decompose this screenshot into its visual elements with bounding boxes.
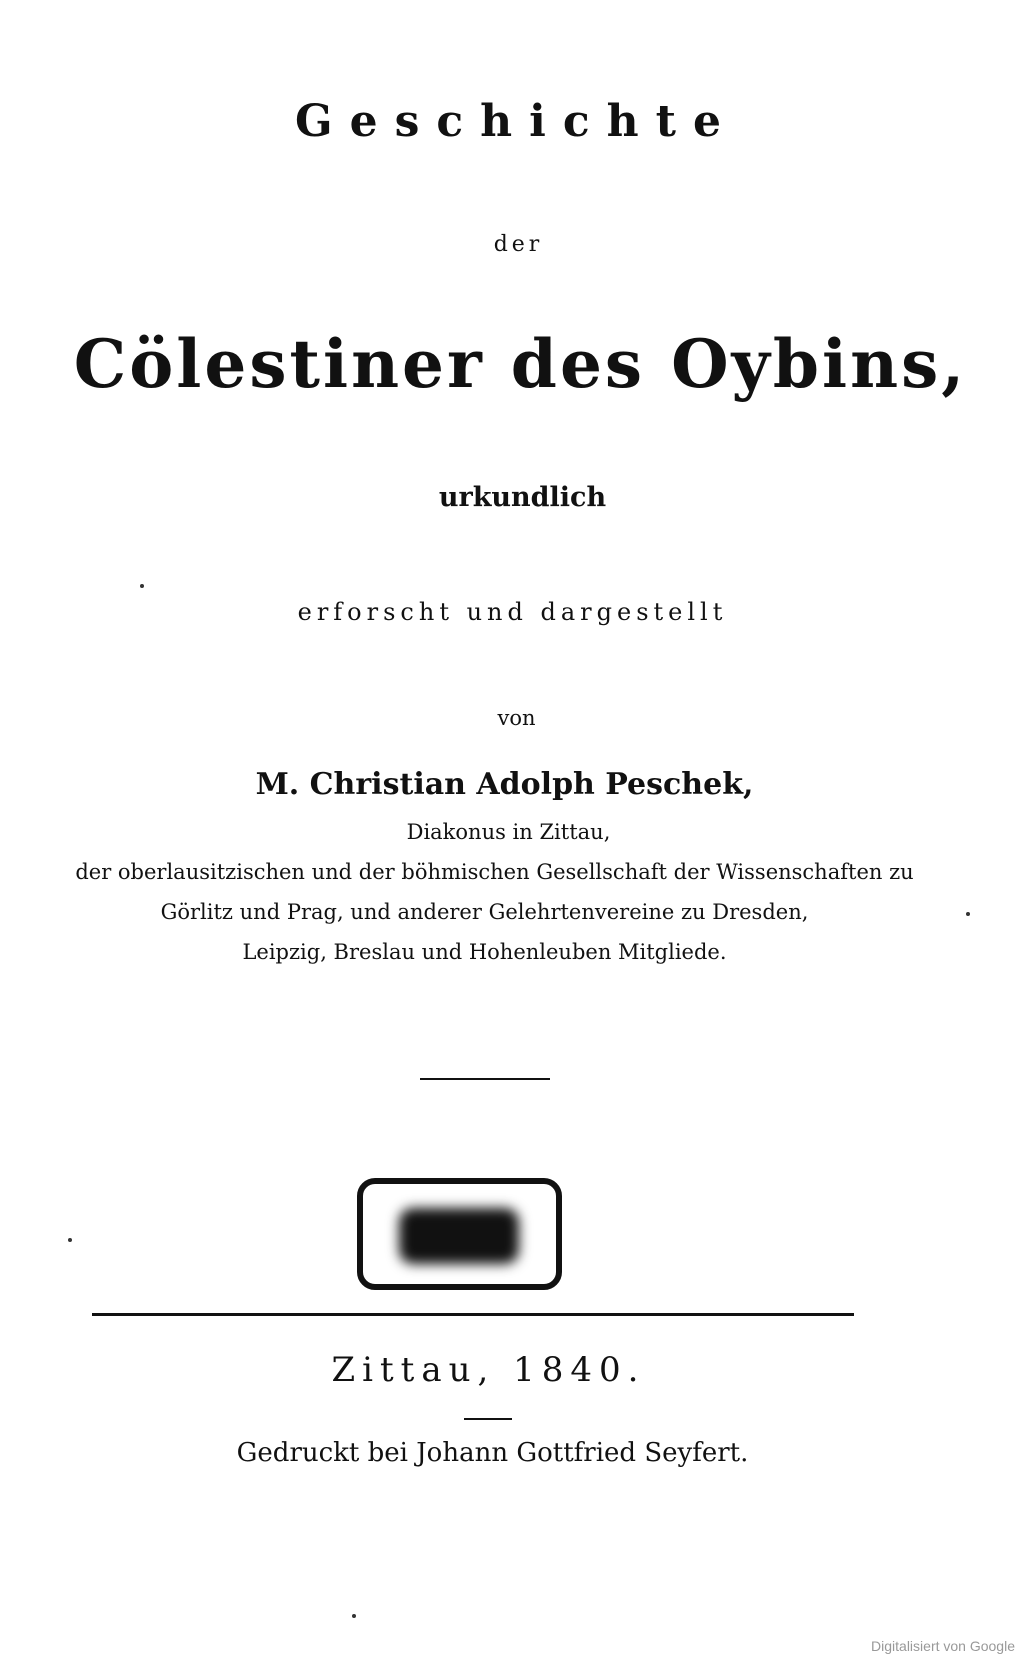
title-connector-der: der xyxy=(493,232,544,257)
library-stamp xyxy=(357,1178,562,1290)
speck-mark xyxy=(352,1614,356,1618)
imprint-printer: Gedruckt bei Johann Gottfried Seyfert. xyxy=(236,1438,749,1468)
speck-mark xyxy=(966,912,970,916)
divider-rule-short xyxy=(464,1418,512,1420)
divider-rule-long xyxy=(92,1313,854,1316)
speck-mark xyxy=(68,1238,72,1242)
author-affiliation-line: Görlitz und Prag, und anderer Gelehrtenvereine zu Dresden, xyxy=(160,900,809,924)
author-affiliation-line: Diakonus in Zittau, xyxy=(406,820,611,844)
author-affiliation-line: Leipzig, Breslau und Hohenleuben Mitgliede. xyxy=(242,940,727,964)
speck-mark xyxy=(140,584,144,588)
divider-rule xyxy=(420,1078,550,1080)
byline-von: von xyxy=(497,706,536,730)
digitization-watermark: Digitalisiert von Google xyxy=(871,1638,1015,1654)
imprint-city-year: Zittau, 1840. xyxy=(331,1350,646,1390)
subtitle-urkundlich: urkundlich xyxy=(438,482,607,513)
book-title-geschichte: Geschichte xyxy=(295,96,738,147)
author-affiliation-line: der oberlausitzischen und der böhmischen Gesellschaft der Wissenschaften zu xyxy=(75,860,914,884)
subtitle-erforscht: erforscht und dargestellt xyxy=(297,598,728,626)
author-name: M. Christian Adolph Peschek, xyxy=(255,767,754,802)
book-main-title: Cölestiner des Oybins, xyxy=(73,325,968,403)
stamp-ink-blot xyxy=(399,1208,519,1264)
